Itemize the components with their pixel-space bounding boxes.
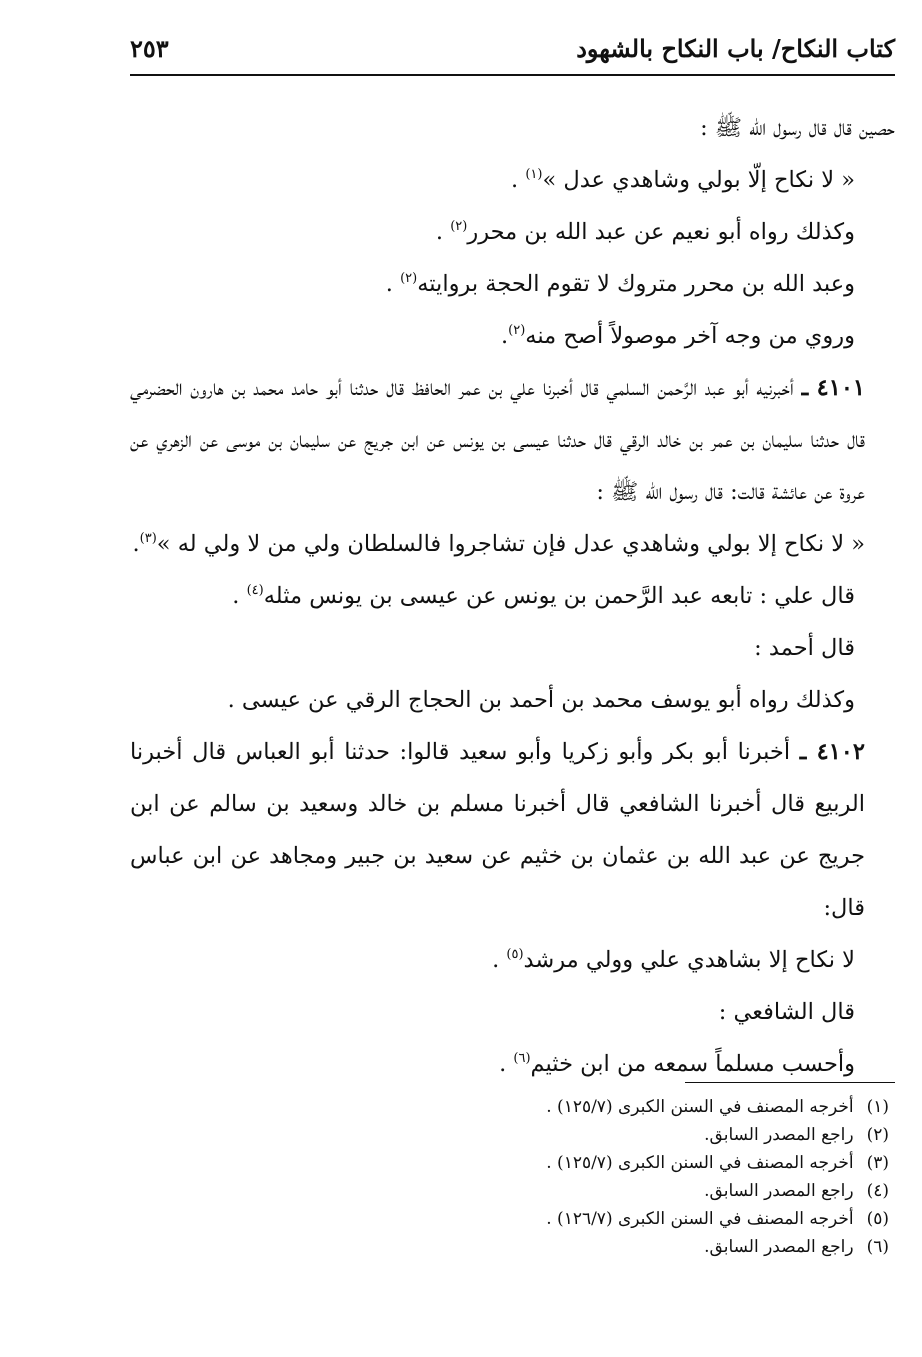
main-text [130, 102, 895, 1090]
paragraph-end: . [232, 583, 247, 609]
paragraph-text: لا نكاح إلا بشاهدي علي وولي مرشد [523, 947, 855, 973]
footnote-marker: (٣) [139, 531, 157, 546]
footnote-number: (٥) [866, 1209, 889, 1229]
footnote-text: راجع المصدر السابق. [704, 1125, 854, 1145]
paragraph [130, 258, 895, 310]
paragraph [130, 518, 895, 570]
paragraph [130, 310, 895, 362]
paragraph-end: . [385, 271, 401, 297]
footnote-marker: (٥) [506, 947, 524, 962]
paragraph [130, 570, 895, 622]
footnote-marker: (٤) [246, 583, 264, 598]
footnote-text: أخرجه المصنف في السنن الكبرى (١٢٦/٧) . [546, 1209, 854, 1229]
hadith-number: ٤١٠٢ ـ [799, 739, 865, 765]
footnote-number: (٤) [866, 1181, 889, 1201]
footnote-marker: (٢) [508, 323, 526, 338]
paragraph [130, 154, 895, 206]
paragraph-text: قال الشافعي : [718, 999, 855, 1025]
paragraph-text: أخبرنيه أبو عبد الرَّحمن السلمي قال أخبرنا علي بن عمر الحافظ قال حدثنا أبو حامد محمد بن هارون الحضرمي قال حدثنا سليمان بن عمر بن خالد الرقي قال حدثنا عيسى بن يونس عن ابن جريج عن سليمان بن موسى عن الزهري عن عروة عن عائشة قالت: قال رسول الله ﷺ : [130, 375, 865, 505]
paragraph [130, 674, 895, 726]
paragraph-text: حصين قال قال رسول الله ﷺ : [700, 115, 895, 141]
paragraph [130, 206, 895, 258]
footnote-number: (٢) [866, 1125, 889, 1145]
paragraph [130, 102, 895, 154]
footnote-number: (١) [866, 1097, 889, 1117]
footnote-number: (٣) [866, 1153, 889, 1173]
footnote-divider [685, 1082, 895, 1083]
footnote [130, 1121, 895, 1149]
footnotes-section [130, 1082, 895, 1261]
footnote-text: راجع المصدر السابق. [704, 1181, 854, 1201]
paragraph-end: . [499, 1051, 514, 1077]
footnote-marker: (٢) [400, 271, 418, 286]
paragraph-text: وكذلك رواه أبو يوسف محمد بن أحمد بن الحجاج الرقي عن عيسى . [227, 687, 855, 713]
footnote-text: راجع المصدر السابق. [704, 1237, 854, 1257]
paragraph-text: وأحسب مسلماً سمعه من ابن خثيم [530, 1051, 855, 1077]
footnote [130, 1205, 895, 1233]
footnote-number: (٦) [866, 1237, 889, 1257]
hadith-number: ٤١٠١ ـ [801, 375, 865, 401]
footnote [130, 1093, 895, 1121]
paragraph-text: « لا نكاح إلّا بولي وشاهدي عدل » [542, 167, 855, 193]
hadith-paragraph [130, 362, 895, 518]
paragraph-end: . [435, 219, 451, 245]
footnote [130, 1233, 895, 1261]
footnote [130, 1149, 895, 1177]
page-number: ٢٥٣ [130, 34, 169, 63]
paragraph-text: وكذلك رواه أبو نعيم عن عبد الله بن محرر [467, 219, 855, 245]
paragraph-end: . [511, 167, 526, 193]
paragraph [130, 622, 895, 674]
paragraph-text: أخبرنا أبو بكر وأبو زكريا وأبو سعيد قالوا: حدثنا أبو العباس قال أخبرنا الربيع قال أخبرنا الشافعي قال أخبرنا مسلم بن خالد وسعيد بن سالم عن ابن جريج عن عبد الله بن عثمان بن خثيم عن سعيد بن جبير ومجاهد عن ابن عباس قال: [130, 739, 865, 921]
paragraph-end: . [500, 323, 509, 349]
footnote-text: أخرجه المصنف في السنن الكبرى (١٢٥/٧) . [546, 1097, 854, 1117]
paragraph-text: وعبد الله بن محرر متروك لا تقوم الحجة بروايته [417, 271, 855, 297]
footnote [130, 1177, 895, 1205]
footnote-marker: (٦) [513, 1051, 531, 1066]
paragraph-end: . [492, 947, 507, 973]
paragraph-end: . [132, 531, 140, 557]
hadith-paragraph [130, 726, 895, 934]
footnote-marker: (١) [525, 167, 543, 182]
paragraph [130, 986, 895, 1038]
paragraph-text: قال علي : تابعه عبد الرَّحمن بن يونس عن عيسى بن يونس مثله [263, 583, 855, 609]
footnote-text: أخرجه المصنف في السنن الكبرى (١٢٥/٧) . [546, 1153, 854, 1173]
book-page [130, 30, 895, 1330]
footnote-marker: (٢) [450, 219, 468, 234]
paragraph [130, 934, 895, 986]
chapter-title: كتاب النكاح/ باب النكاح بالشهود [576, 34, 895, 63]
running-header [130, 30, 895, 76]
paragraph-text: قال أحمد : [754, 635, 855, 661]
paragraph-text: « لا نكاح إلا بولي وشاهدي عدل فإن تشاجروا فالسلطان ولي من لا ولي له » [156, 531, 865, 557]
paragraph-text: وروي من وجه آخر موصولاً أصح منه [525, 323, 855, 349]
